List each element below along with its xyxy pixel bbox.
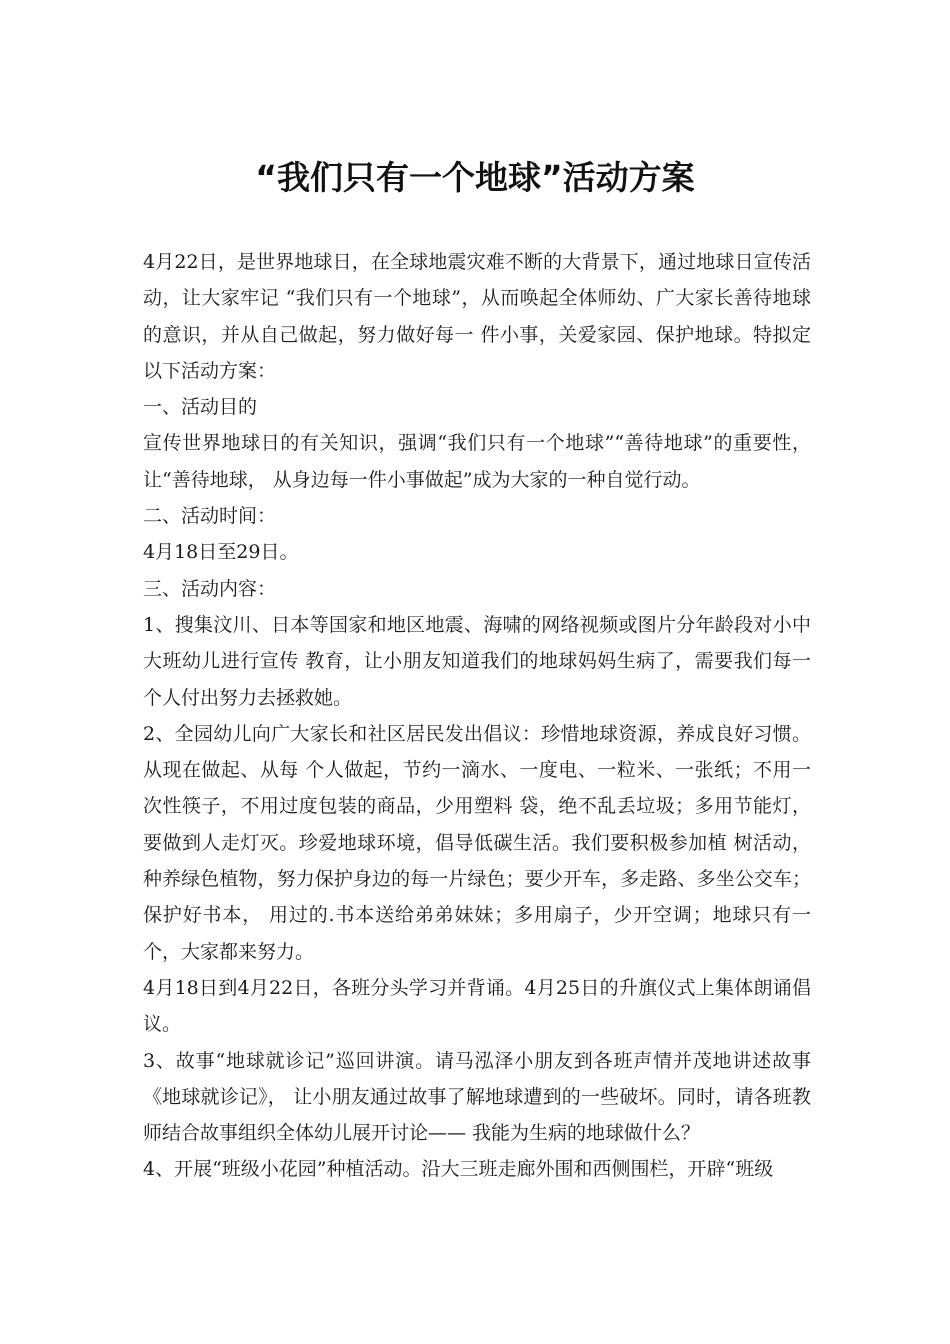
content-item-1: 1、搜集汶川、日本等国家和地区地震、海啸的网络视频或图片分年龄段对小中大班幼儿进行宣传 教育，让小朋友知道我们的地球妈妈生病了，需要我们每一个人付出努力去拯救她。 [143, 613, 811, 709]
section-heading-content: 三、活动内容： [143, 577, 277, 600]
intro-paragraph: 4月22日，是世界地球日，在全球地震灾难不断的大背景下，通过地球日宣传活动，让大家牢记 “我们只有一个地球”，从而唤起全体师幼、广大家长善待地球的意识，并从自己做起，努力做好每一 件小事，关爱家园、保护地球。特拟定以下活动方案： [143, 251, 811, 382]
document-title: “我们只有一个地球”活动方案 [255, 158, 695, 197]
content-item-3: 3、故事“地球就诊记”巡回讲演。请马泓泽小朋友到各班声情并茂地讲述故事《地球就诊记》， 让小朋友通过故事了解地球遭到的一些破坏。同时，请各班教师结合故事组织全体幼儿展开讨论—— 我能为生病的地球做什么？ [143, 1049, 811, 1145]
time-paragraph: 4月18日至29日。 [143, 541, 299, 564]
purpose-paragraph: 宣传世界地球日的有关知识，强调“我们只有一个地球”“善待地球”的重要性，让“善待地球， 从身边每一件小事做起”成为大家的一种自觉行动。 [143, 432, 811, 491]
content-item-2-schedule: 4月18日到4月22日，各班分头学习并背诵。4月25日的升旗仪式上集体朗诵倡议。 [143, 976, 811, 1036]
section-heading-time: 二、活动时间： [143, 505, 277, 528]
document-body [143, 244, 811, 1188]
section-heading-purpose: 一、活动目的 [143, 396, 258, 419]
content-item-4: 4、开展“班级小花园”种植活动。沿大三班走廊外围和西侧围栏，开辟“班级 [143, 1158, 774, 1181]
content-item-2: 2、全园幼儿向广大家长和社区居民发出倡议：珍惜地球资源，养成良好习惯。从现在做起、从每 个人做起，节约一滴水、一度电、一粒米、一张纸；不用一次性筷子，不用过度包装的商品，少用塑料 袋，绝不乱丢垃圾；多用节能灯，要做到人走灯灭。珍爱地球环境，倡导低碳生活。我们要积极参加植 树活动，种养绿色植物，努力保护身边的每一片绿色；要少开车，多走路、多坐公交车；保护好书本， 用过的.书本送给弟弟妹妹；多用扇子，少开空调；地球只有一个，大家都来努力。 [143, 722, 811, 963]
